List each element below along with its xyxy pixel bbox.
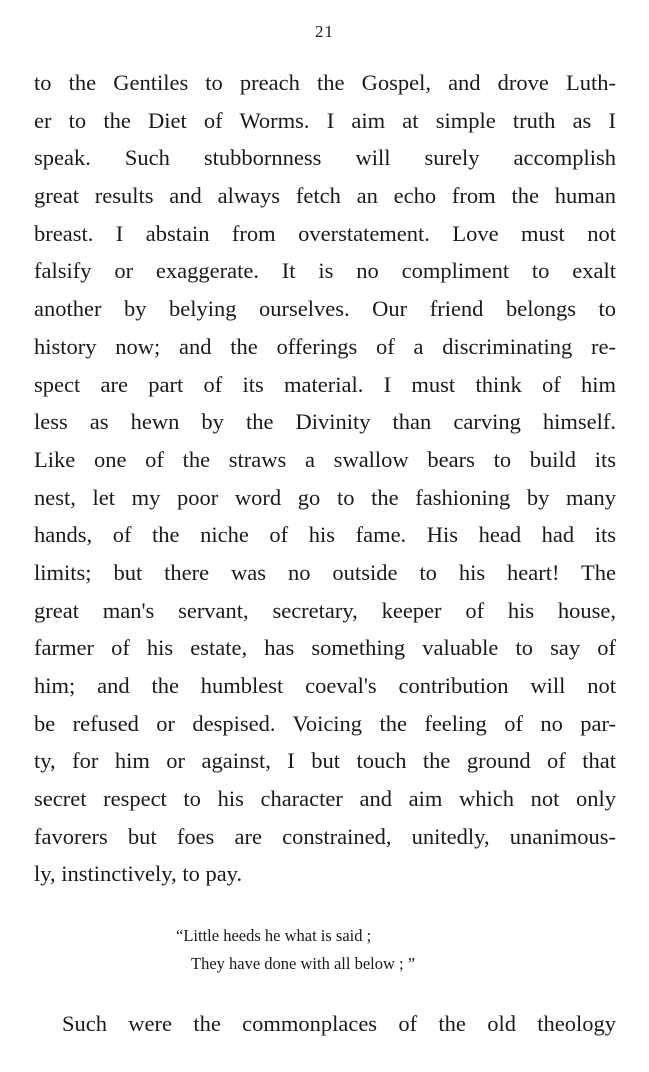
text-line: history now; and the offerings of a discriminating re- <box>34 333 616 359</box>
body-paragraph <box>34 64 616 893</box>
text-line: nest, let my poor word go to the fashioning by many <box>34 484 616 510</box>
verse-line: “Little heeds he what is said ; <box>176 926 372 945</box>
verse-line: They have done with all below ; ” <box>191 954 416 973</box>
text-line: to the Gentiles to preach the Gospel, and drove Luth- <box>34 70 616 95</box>
text-line: er to the Diet of Worms. I aim at simple truth as I <box>34 107 616 133</box>
text-line: spect are part of its material. I must think of him <box>34 371 616 397</box>
text-line: speak. Such stubbornness will surely accomplish <box>34 145 616 171</box>
page-number: 21 <box>315 22 334 41</box>
text-line: Like one of the straws a swallow bears to build its <box>34 446 616 472</box>
text-line: falsify or exaggerate. It is no compliment to exalt <box>34 258 616 284</box>
text-line: farmer of his estate, has something valuable to say of <box>34 635 616 661</box>
text-line: ly, instinctively, to pay. <box>34 861 243 887</box>
text-line: be refused or despised. Voicing the feeling of no par- <box>34 710 616 736</box>
text-line: ty, for him or against, I but touch the ground of that <box>34 748 616 774</box>
verse-quotation <box>176 922 415 978</box>
text-line: him; and the humblest coeval's contribution will not <box>34 673 616 698</box>
text-line: another by belying ourselves. Our friend belongs to <box>34 296 616 322</box>
text-line: hands, of the niche of his fame. His head had its <box>34 522 616 548</box>
text-line: favorers but foes are constrained, unitedly, unanimous- <box>34 823 616 849</box>
text-line: breast. I abstain from overstatement. Love must not <box>34 220 616 246</box>
text-line: secret respect to his character and aim which not only <box>34 786 616 812</box>
text-line: less as hewn by the Divinity than carving himself. <box>34 409 616 435</box>
text-line: limits; but there was no outside to his heart! The <box>34 559 616 585</box>
next-paragraph-line: Such were the commonplaces of the old theology <box>62 1011 616 1036</box>
text-line: great man's servant, secretary, keeper of his house, <box>34 597 616 623</box>
text-line: great results and always fetch an echo from the human <box>34 183 616 209</box>
